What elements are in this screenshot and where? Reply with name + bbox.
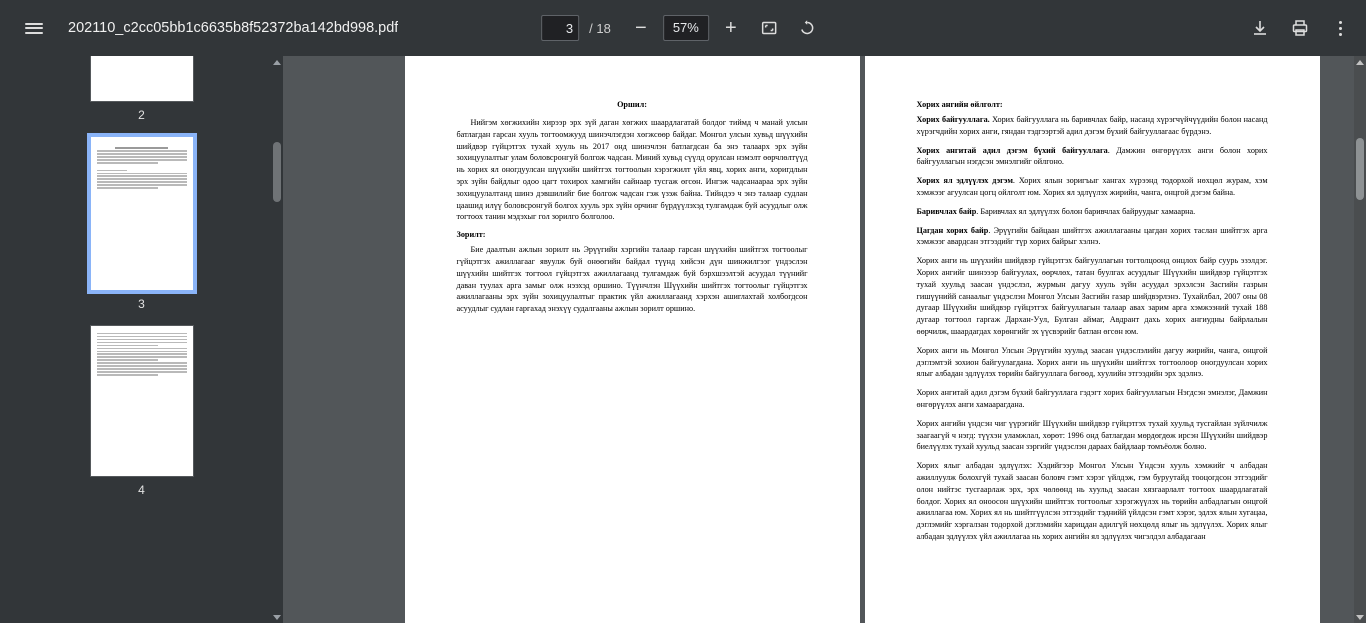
scroll-down-arrow-icon[interactable] bbox=[271, 611, 283, 623]
thumb-line bbox=[97, 359, 158, 360]
thumb-line bbox=[97, 184, 187, 185]
right-page-paragraph: Хорих байгууллага. Хорих байгууллага нь баривчлах байр, насанд хүрэгчүйчүүдийн болон насанд хүрэгчдийн хорих анги, гяндан тэдгээртэй адил дэгэм бүхий байгууллагаас бүрдэнэ. bbox=[916, 115, 1268, 136]
right-page-paragraph: Хорих ангитай адил дэгэм бүхий байгууллага гэдэгт хорих байгууллагын Нэгдсэн эмнэлэг, Дамжин өнгөрүүлэх анги хамаарагдана. bbox=[916, 388, 1268, 409]
thumbnail-frame bbox=[88, 56, 196, 104]
hamburger-menu-icon[interactable] bbox=[16, 10, 52, 46]
pdf-page-right bbox=[865, 56, 1320, 623]
thumb-line bbox=[97, 365, 187, 366]
thumb-line bbox=[97, 351, 187, 352]
right-page-paragraph: Хорих анги нь шүүхийн шийдвэр гүйцэтгэх байгууллагын тогтолцоонд онцлох байр суурь эзэлдэг. Хорих ангийг шинэээр байгуулах, өөрчлөх, татан буулгах асуудлыг Шүүхийн шийдвэр гүйцэтгэх тухай хуульд заасан үндэслэл, журмын дагуу хууль зүйн асуудал эрхэлсэн Засгийн газрын гишүүнийй санаалыг үндэслэн Монгол Улсын Засгийн газар шийдвэрлэнэ. Тухайлбал, 2007 оны 08 дугаар Шүүхийн шийдвэр гүйцэтгэх байгууллагын талаар авах зарим арга хэмжээний тухай 188 дугаар тогтоол гаргаж Дархан-Уул, Булган аймаг, Авдрант дахь хорих ангиудны байрлалын өөрчилж, шаардагдах хөрөнгийг эх үүсвэрийг батлан өгсөн юм. bbox=[916, 256, 1268, 336]
menu-line-3 bbox=[25, 32, 43, 34]
toolbar-left-group bbox=[0, 10, 398, 46]
pdf-page-left bbox=[405, 56, 860, 623]
thumb-line bbox=[97, 150, 187, 151]
page-count-label: / 18 bbox=[589, 20, 611, 36]
thumb-line bbox=[97, 153, 187, 154]
thumbnail-item[interactable] bbox=[0, 134, 283, 323]
right-page-paragraph: Цагдан хорих байр. Эрүүгийн байцаан шийтгэх ажиллагааны цагдан хорих таслан шийтгэх арга хэмжээг авардсан этгээдийг түр хорих байрыг хэлнэ. bbox=[916, 225, 1268, 247]
thumb-line bbox=[97, 173, 187, 174]
zoom-out-button[interactable]: − bbox=[635, 17, 647, 39]
zoom-level-value[interactable]: 57% bbox=[663, 15, 709, 41]
thumbnail-page-label: 4 bbox=[138, 483, 145, 497]
dot-3 bbox=[1339, 33, 1342, 36]
thumb-line bbox=[97, 371, 187, 372]
thumb-line bbox=[97, 336, 187, 337]
thumb-line bbox=[97, 348, 187, 349]
menu-line-1 bbox=[25, 23, 43, 25]
more-dots bbox=[1339, 21, 1342, 36]
page-spread bbox=[283, 56, 1354, 623]
thumb-line bbox=[97, 356, 187, 357]
thumbnail-frame bbox=[88, 323, 196, 479]
right-page-paragraph: Хорих ангийн үндсэн чиг үүрэгийг Шүүхийн шийдвэр гүйцэтгэх тухай хуульд тусгайлан зүйлчилж заагаагүй ч нэгд: түүхэн уламжлал, хөрөт: 1996 онд батлагдан мөрдөгдөж ирсэн Шүүхийн шийдвэр биелүүлэх тухай хуульд заасан зэргийг үндэслэн дараах байдлаар томъёолж болно. bbox=[916, 418, 1268, 452]
thumb-line bbox=[97, 374, 158, 375]
thumb-line bbox=[97, 156, 187, 157]
thumbnail-scrollbar-thumb[interactable] bbox=[273, 142, 281, 202]
document-title: 202110_c2cc05bb1c6635b8f52372ba142bd998.pdf bbox=[68, 20, 399, 36]
thumb-line bbox=[97, 159, 187, 160]
thumb-line bbox=[97, 342, 187, 343]
thumbnail-pane[interactable] bbox=[0, 56, 283, 623]
fit-to-page-icon[interactable] bbox=[751, 10, 787, 46]
viewer-scrollbar-thumb[interactable] bbox=[1356, 138, 1364, 200]
rotate-icon[interactable] bbox=[789, 10, 825, 46]
right-page-paragraph: Баривчлах байр. Баривчлах ял эдлүүлэх болон баривчлах байруудыг хамаарна. bbox=[916, 206, 1196, 216]
thumbnail-list bbox=[0, 56, 283, 623]
right-page-paragraph: Хорих ялыг албадан эдлүүлэх: Хэдийгээр Монгол Улсын Үндсэн хууль хэмжийг ч албадан ажиллуулж болохгүй тухай заасан боловч гэмт хэрэг үйлдэж, гэм буруутайд тооцогдсон этгээдийг олон нийтэс тусгаарлаж эрх, эрх чөлөөнд нь хуульд заасан хязгаарлалт тогтоох шаардлагатай болдог. Хорих ял оноосон шүүхийн шийтгэх тогтоолыг хэрэгжүүлэх нь төрийн албадлагын онцгой ажиллагаа юм. Хорих ял нь шийтгүүлсэн этгээдийг тэднийй үйлдсэн гэмт хэрэг, эдлэх ялын хугацаа, дэглэмийг хэргалзан тодорхой дэглэмийн харицдан адилгүй нөхцөлд ялыг нь эдлүүлэх. Хорих ялыг албадан эдлүүлэх үйл ажиллагаа нь хорих ангийн ял эдлүүлэх чигэлдэл албадагаан bbox=[916, 461, 1268, 541]
thumb-line bbox=[97, 178, 187, 179]
thumb-line bbox=[97, 162, 158, 163]
thumb-line bbox=[97, 175, 187, 176]
thumbnail-page-canvas[interactable] bbox=[90, 325, 194, 477]
thumb-line bbox=[97, 333, 187, 334]
right-page-heading: Хорих ангийн өйлголт: bbox=[916, 100, 1003, 109]
thumb-line bbox=[97, 362, 187, 363]
right-page-paragraph: Хорих ял эдлүүлэх дэгэм. Хорих ялын зоригъыг хангах хүрээнд тодорхой нөхцөл журам, хэм хэмжээг агуулсан цогц ойлголт юм. Хорих ял эдлүүлэх жирийн, чанга, онцгой дэгэм байна. bbox=[916, 176, 1268, 197]
thumb-line bbox=[115, 147, 168, 149]
more-options-icon[interactable] bbox=[1322, 10, 1358, 46]
toolbar-right-group bbox=[1242, 10, 1358, 46]
thumbnail-page-canvas[interactable] bbox=[90, 56, 194, 102]
thumb-line bbox=[97, 170, 128, 171]
pdf-page-viewer[interactable] bbox=[283, 56, 1354, 623]
triangle-up bbox=[1356, 60, 1364, 65]
menu-line-2 bbox=[25, 27, 43, 29]
triangle-up bbox=[273, 60, 281, 65]
thumbnail-frame bbox=[88, 134, 196, 293]
toolbar-center-group bbox=[541, 10, 825, 46]
right-page-paragraph: Хорих анги нь Монгол Улсын Эрүүгийн хуульд заасан үндэслэлийн дагуу жирийн, чанга, онцгой дэглэмтэй зохион байгуулагдана. Хорих анги нь шүүхийн шийтгэх тогтоолоор оногдуулсан хорих ялыг албадан эдлүүлэх төрийн байгууллага бөгөөд, хуулийн этгээдийн эрх эдэлнэ. bbox=[916, 345, 1268, 379]
thumbnail-page-label: 2 bbox=[138, 108, 145, 122]
left-page-section-heading: Зорилт: bbox=[456, 230, 486, 240]
print-icon[interactable] bbox=[1282, 10, 1318, 46]
triangle-down bbox=[273, 615, 281, 620]
left-page-section-paragraph: Бие даалтын ажлын зорилт нь Эрүүгийн хэргийн талаар гарсан шүүхийн шийтгэх тогтоолыг гүйцэтгэх ажиллагааг явуулж буй онөөгийн байдал түүнд хийсэн дүн шинжилгээг үндэслэн шүүхийн шийтгэх тогтоол гүйцэтгэх ажиллагаанд тулгамдаж буй бэрхшээлтэй асуудал түүнийг даван туулах арга замыг олж нээхэд оршино. Түүнчлэн Шүүхийн шийтгэх тогтоолыг гүйцэтгэх ажиллагааны эрх зүйн зохицуулалтыг практик үйл ажиллагаанд хэрхэн ашиглахтай холбогдсон асуудлыг судлан гаргаxад энэхүү судалгааны ажлын зорилт оршино. bbox=[456, 245, 808, 314]
thumbnail-item[interactable] bbox=[0, 323, 283, 509]
triangle-down bbox=[1356, 615, 1364, 620]
thumbnail-page-label: 3 bbox=[138, 297, 145, 311]
page-number-input[interactable] bbox=[541, 15, 579, 41]
scroll-down-arrow-icon[interactable] bbox=[1354, 611, 1366, 623]
thumbnail-scrollbar[interactable] bbox=[271, 56, 283, 623]
thumbnail-item[interactable] bbox=[0, 56, 283, 134]
thumb-line bbox=[97, 353, 187, 354]
thumb-line bbox=[97, 339, 187, 340]
right-page-paragraph: Хорих ангитай адил дэгэм бүхий байгууллага. Дамжин өнгөрүүлэх анги болон хорих байгууллагын нэгдсэн эмнэлгийг ойлгоно. bbox=[916, 145, 1268, 167]
thumb-line bbox=[97, 368, 187, 369]
download-icon[interactable] bbox=[1242, 10, 1278, 46]
left-page-heading: Оршил: bbox=[617, 100, 647, 109]
thumbnail-page-canvas[interactable] bbox=[90, 136, 194, 291]
thumb-line bbox=[97, 345, 158, 346]
viewer-body bbox=[0, 56, 1366, 623]
left-page-paragraph: Нийгэм хөгжихийн хирээр эрх зүй даган хөгжих шаардлагатай болдог тиймд ч манай улсын батлагдан гарсан хууль тогтоомжууд шинэчлэгдэн хөгжсөөр байдаг. Монгол улсын хувьд шүүхийн шийдвэр гүйцэтгэх тухай хууль нь 2017 онд шинэчлэн батлагдсан ба энэ талаарх эрх зүйн зохицуулалтыг улам боловсронгуй болгож чадсан. Миний хувьд сүүлд орулсан нэмэлт өөрчлөлтүүд нь хорих ял оногдуулсан шүүхийн шийтгэх тогтоолын хэрэгжилт үйл явц, хорих анги, хоригдлын эрх зүйн байдлыг одоо цагт тохирох хамгийн сайнаар тусгаж өгсөн. Ингэж чадсанаараа эрх зүйн зохицуулалтанд шинэ дэвшилийг бие болгож чадсан гэж үзэж байна. Тийндээ ч энэ талаар судлан цаашид илүү боловсронгуй болгох хууль эрх зүйн орчинг бүрдүүлэхэд тулгамдаж буй асуудлыг олж тогтоох танин мэдэхыг гол зорилго болголоо. bbox=[456, 118, 808, 222]
dot-1 bbox=[1339, 21, 1342, 24]
scroll-up-arrow-icon[interactable] bbox=[271, 56, 283, 68]
viewer-scrollbar[interactable] bbox=[1354, 56, 1366, 623]
pdf-toolbar bbox=[0, 0, 1366, 56]
zoom-in-button[interactable]: + bbox=[725, 17, 737, 39]
thumb-line bbox=[97, 181, 187, 182]
dot-2 bbox=[1339, 27, 1342, 30]
thumb-line bbox=[97, 187, 158, 188]
scroll-up-arrow-icon[interactable] bbox=[1354, 56, 1366, 68]
